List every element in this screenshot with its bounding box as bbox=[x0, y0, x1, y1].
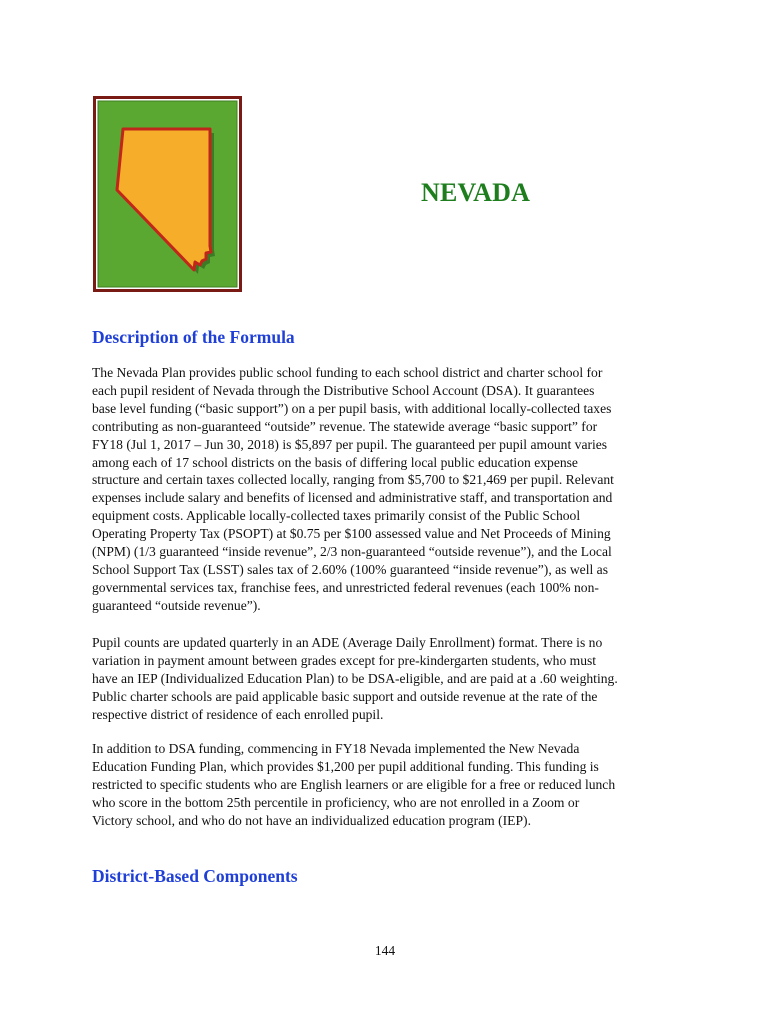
paragraph-pupil-counts bbox=[92, 634, 682, 724]
text-line: Victory school, and who do not have an individualized education program (IEP). bbox=[92, 812, 531, 828]
text-line: base level funding (“basic support”) on a per pupil basis, with additional locally-collected taxes bbox=[92, 400, 612, 416]
nevada-state-map bbox=[93, 96, 242, 292]
section-heading-district: District-Based Components bbox=[92, 866, 298, 886]
text-line: Pupil counts are updated quarterly in an ADE (Average Daily Enrollment) format. There is no bbox=[92, 635, 603, 650]
text-line: equipment costs. Applicable locally-collected taxes primarily consist of the Public School bbox=[92, 508, 581, 524]
text-line: School Support Tax (LSST) sales tax of 2.60% (100% guaranteed “inside revenue”), as well as bbox=[92, 561, 608, 577]
state-title: NEVADA bbox=[421, 178, 531, 207]
text-line: Public charter schools are paid applicable basic support and outside revenue at the rate of the bbox=[92, 688, 598, 704]
text-line: (NPM) (1/3 guaranteed “inside revenue”, 2/3 non-guaranteed “outside revenue”), and the Local bbox=[92, 544, 612, 560]
text-line: variation in payment amount between grades except for pre-kindergarten students, who must bbox=[92, 652, 597, 668]
text-line: have an IEP (Individualized Education Plan) to be DSA-eligible, and are paid at a .60 weighting. bbox=[92, 670, 618, 686]
text-line: Education Funding Plan, which provides $1,200 per pupil additional funding. This funding is bbox=[92, 758, 599, 774]
text-line: each pupil resident of Nevada through the Distributive School Account (DSA). It guarantees bbox=[92, 382, 595, 398]
text-line: FY18 (Jul 1, 2017 – Jun 30, 2018) is $5,897 per pupil. The guaranteed per pupil amount varies bbox=[92, 436, 608, 452]
text-line: guaranteed “outside revenue”). bbox=[92, 597, 261, 613]
text-line: respective district of residence of each enrolled pupil. bbox=[92, 706, 384, 722]
text-line: expenses include salary and benefits of licensed and administrative staff, and transportation and bbox=[92, 490, 613, 506]
text-line: In addition to DSA funding, commencing in FY18 Nevada implemented the New Nevada bbox=[92, 741, 580, 756]
text-line: structure and certain taxes collected locally, ranging from $5,700 to $21,469 per pupil. Relevant bbox=[92, 472, 614, 488]
page-number: 144 bbox=[374, 943, 396, 958]
text-line: Operating Property Tax (PSOPT) at $0.75 per $100 assessed value and Net Proceeds of Mining bbox=[92, 526, 611, 542]
section-heading-description: Description of the Formula bbox=[92, 327, 295, 347]
text-line: contributing as non-guaranteed “outside” revenue. The statewide average “basic support” for bbox=[92, 418, 598, 434]
paragraph-additional-funding bbox=[92, 740, 682, 830]
text-line: who score in the bottom 25th percentile in proficiency, who are not enrolled in a Zoom or bbox=[92, 794, 580, 810]
nevada-map-graphic bbox=[93, 96, 242, 292]
text-line: The Nevada Plan provides public school funding to each school district and charter school for bbox=[92, 365, 603, 380]
text-line: restricted to specific students who are English learners or are eligible for a free or reduced lunch bbox=[92, 776, 616, 792]
paragraph-formula-description bbox=[92, 364, 682, 615]
text-line: among each of 17 school districts on the basis of differing local public education expense bbox=[92, 454, 578, 470]
text-line: governmental services tax, franchise fees, and unrestricted federal revenues (each 100% non- bbox=[92, 579, 599, 595]
